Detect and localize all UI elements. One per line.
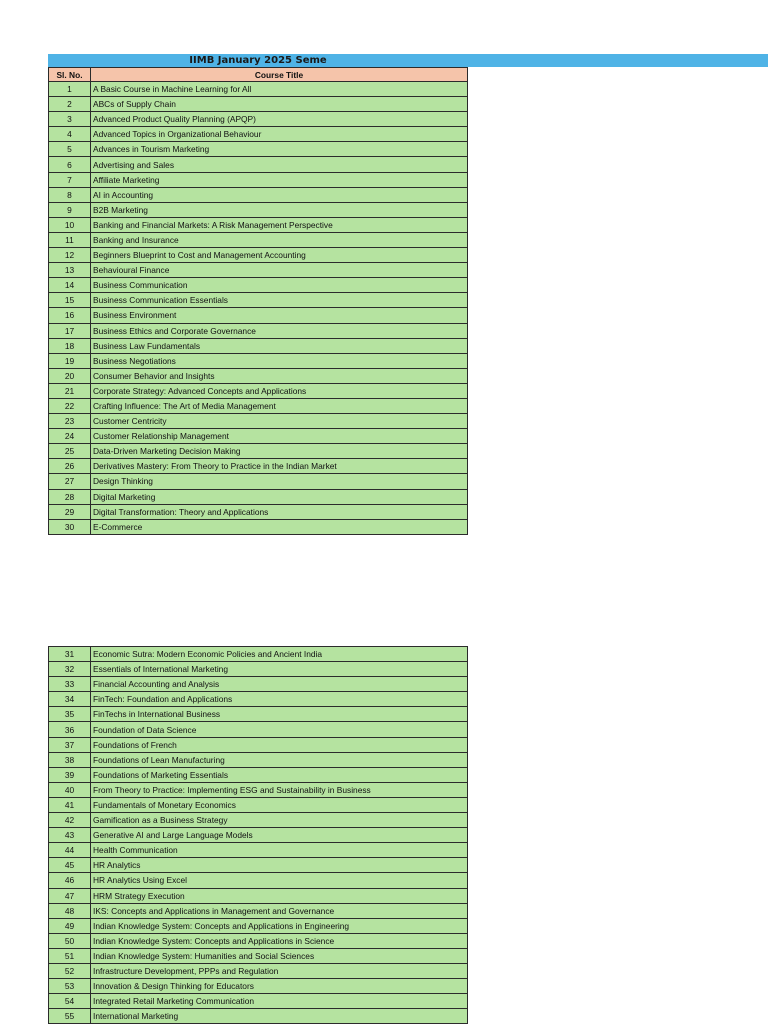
sl-no-cell: 3 xyxy=(49,112,91,127)
table-row xyxy=(49,828,468,843)
table-row xyxy=(49,414,468,429)
course-title-cell: IKS: Concepts and Applications in Management and Governance xyxy=(91,903,468,918)
course-title-cell: AI in Accounting xyxy=(91,187,468,202)
course-title-cell: Business Communication Essentials xyxy=(91,293,468,308)
header-row xyxy=(49,68,468,82)
table-row xyxy=(49,933,468,948)
sl-no-cell: 20 xyxy=(49,368,91,383)
table-row xyxy=(49,308,468,323)
course-title-cell: E-Commerce xyxy=(91,519,468,534)
table-row xyxy=(49,873,468,888)
course-title-cell: Consumer Behavior and Insights xyxy=(91,368,468,383)
sl-no-cell: 13 xyxy=(49,263,91,278)
sl-no-cell: 15 xyxy=(49,293,91,308)
table-row xyxy=(49,647,468,662)
sl-no-cell: 31 xyxy=(49,647,91,662)
table-row xyxy=(49,662,468,677)
sl-no-cell: 38 xyxy=(49,752,91,767)
table-row xyxy=(49,692,468,707)
sl-no-cell: 43 xyxy=(49,828,91,843)
sl-no-cell: 37 xyxy=(49,737,91,752)
course-title-cell: International Marketing xyxy=(91,1009,468,1024)
sl-no-cell: 46 xyxy=(49,873,91,888)
course-title-cell: B2B Marketing xyxy=(91,202,468,217)
table-row xyxy=(49,398,468,413)
table-row xyxy=(49,948,468,963)
course-title-cell: Advertising and Sales xyxy=(91,157,468,172)
sl-no-cell: 39 xyxy=(49,767,91,782)
sl-no-cell: 4 xyxy=(49,127,91,142)
sl-no-cell: 34 xyxy=(49,692,91,707)
course-title-cell: Foundations of Marketing Essentials xyxy=(91,767,468,782)
sl-no-cell: 30 xyxy=(49,519,91,534)
course-title-cell: Business Negotiations xyxy=(91,353,468,368)
course-title-cell: Innovation & Design Thinking for Educators xyxy=(91,979,468,994)
sl-no-cell: 32 xyxy=(49,662,91,677)
course-title-cell: FinTech: Foundation and Applications xyxy=(91,692,468,707)
table-row xyxy=(49,323,468,338)
sl-no-cell: 28 xyxy=(49,489,91,504)
course-title-cell: From Theory to Practice: Implementing ESG and Sustainability in Business xyxy=(91,782,468,797)
course-title-cell: Infrastructure Development, PPPs and Regulation xyxy=(91,963,468,978)
course-title-cell: A Basic Course in Machine Learning for All xyxy=(91,82,468,97)
table-row xyxy=(49,187,468,202)
table-row xyxy=(49,368,468,383)
table-row xyxy=(49,677,468,692)
sl-no-cell: 6 xyxy=(49,157,91,172)
table-row xyxy=(49,858,468,873)
header-course-title: Course Title xyxy=(91,68,468,82)
table-row xyxy=(49,474,468,489)
table-row xyxy=(49,338,468,353)
table-row xyxy=(49,157,468,172)
course-title-cell: Advances in Tourism Marketing xyxy=(91,142,468,157)
sl-no-cell: 22 xyxy=(49,398,91,413)
sl-no-cell: 10 xyxy=(49,217,91,232)
sl-no-cell: 27 xyxy=(49,474,91,489)
course-title-cell: Banking and Insurance xyxy=(91,232,468,247)
course-title-cell: Generative AI and Large Language Models xyxy=(91,828,468,843)
table-row xyxy=(49,97,468,112)
course-table-2 xyxy=(48,646,468,1024)
table-row xyxy=(49,444,468,459)
course-title-cell: ABCs of Supply Chain xyxy=(91,97,468,112)
course-title-cell: HR Analytics Using Excel xyxy=(91,873,468,888)
sl-no-cell: 55 xyxy=(49,1009,91,1024)
course-title-cell: HRM Strategy Execution xyxy=(91,888,468,903)
sl-no-cell: 36 xyxy=(49,722,91,737)
sl-no-cell: 19 xyxy=(49,353,91,368)
course-title-cell: Affiliate Marketing xyxy=(91,172,468,187)
course-title-cell: Foundation of Data Science xyxy=(91,722,468,737)
sl-no-cell: 14 xyxy=(49,278,91,293)
table-row xyxy=(49,994,468,1009)
table-row xyxy=(49,963,468,978)
course-title-cell: Crafting Influence: The Art of Media Management xyxy=(91,398,468,413)
course-title-cell: Indian Knowledge System: Humanities and Social Sciences xyxy=(91,948,468,963)
course-title-cell: Business Law Fundamentals xyxy=(91,338,468,353)
table-row xyxy=(49,903,468,918)
sl-no-cell: 17 xyxy=(49,323,91,338)
header-sl-no: Sl. No. xyxy=(49,68,91,82)
course-title-cell: Digital Marketing xyxy=(91,489,468,504)
course-title-cell: Behavioural Finance xyxy=(91,263,468,278)
course-title-cell: Economic Sutra: Modern Economic Policies and Ancient India xyxy=(91,647,468,662)
course-title-cell: Essentials of International Marketing xyxy=(91,662,468,677)
course-title-cell: FinTechs in International Business xyxy=(91,707,468,722)
course-title-cell: Integrated Retail Marketing Communication xyxy=(91,994,468,1009)
table-row xyxy=(49,918,468,933)
sl-no-cell: 5 xyxy=(49,142,91,157)
sl-no-cell: 8 xyxy=(49,187,91,202)
sl-no-cell: 12 xyxy=(49,248,91,263)
table-row xyxy=(49,353,468,368)
table-row xyxy=(49,202,468,217)
table-row xyxy=(49,519,468,534)
course-title-cell: Digital Transformation: Theory and Applications xyxy=(91,504,468,519)
sheet-title: IIMB January 2025 Seme xyxy=(189,55,327,66)
sl-no-cell: 51 xyxy=(49,948,91,963)
sl-no-cell: 49 xyxy=(49,918,91,933)
table-row xyxy=(49,127,468,142)
table-row xyxy=(49,843,468,858)
course-title-cell: Customer Centricity xyxy=(91,414,468,429)
sl-no-cell: 52 xyxy=(49,963,91,978)
course-title-cell: Advanced Topics in Organizational Behaviour xyxy=(91,127,468,142)
table-row xyxy=(49,263,468,278)
sl-no-cell: 47 xyxy=(49,888,91,903)
sl-no-cell: 45 xyxy=(49,858,91,873)
table-row xyxy=(49,722,468,737)
sl-no-cell: 33 xyxy=(49,677,91,692)
sl-no-cell: 40 xyxy=(49,782,91,797)
table-row xyxy=(49,504,468,519)
course-title-cell: Data-Driven Marketing Decision Making xyxy=(91,444,468,459)
sl-no-cell: 48 xyxy=(49,903,91,918)
table-row xyxy=(49,232,468,247)
table-row xyxy=(49,459,468,474)
course-title-cell: Health Communication xyxy=(91,843,468,858)
course-title-cell: HR Analytics xyxy=(91,858,468,873)
course-title-cell: Banking and Financial Markets: A Risk Management Perspective xyxy=(91,217,468,232)
table-row xyxy=(49,112,468,127)
course-title-cell: Design Thinking xyxy=(91,474,468,489)
course-table-1 xyxy=(48,67,468,535)
table-row xyxy=(49,489,468,504)
sl-no-cell: 11 xyxy=(49,232,91,247)
table-row xyxy=(49,979,468,994)
table-row xyxy=(49,293,468,308)
sl-no-cell: 2 xyxy=(49,97,91,112)
table-row xyxy=(49,172,468,187)
course-title-cell: Customer Relationship Management xyxy=(91,429,468,444)
course-title-cell: Foundations of French xyxy=(91,737,468,752)
sl-no-cell: 18 xyxy=(49,338,91,353)
table-row xyxy=(49,383,468,398)
course-title-cell: Indian Knowledge System: Concepts and Applications in Engineering xyxy=(91,918,468,933)
course-title-cell: Advanced Product Quality Planning (APQP) xyxy=(91,112,468,127)
course-title-cell: Business Ethics and Corporate Governance xyxy=(91,323,468,338)
sl-no-cell: 1 xyxy=(49,82,91,97)
sl-no-cell: 24 xyxy=(49,429,91,444)
course-title-cell: Indian Knowledge System: Concepts and Applications in Science xyxy=(91,933,468,948)
table-row xyxy=(49,1009,468,1024)
sl-no-cell: 23 xyxy=(49,414,91,429)
course-title-cell: Financial Accounting and Analysis xyxy=(91,677,468,692)
table-row xyxy=(49,278,468,293)
sl-no-cell: 42 xyxy=(49,813,91,828)
table-row xyxy=(49,82,468,97)
course-title-cell: Business Environment xyxy=(91,308,468,323)
sl-no-cell: 50 xyxy=(49,933,91,948)
course-title-cell: Corporate Strategy: Advanced Concepts and Applications xyxy=(91,383,468,398)
sl-no-cell: 54 xyxy=(49,994,91,1009)
table-row xyxy=(49,767,468,782)
table-row xyxy=(49,142,468,157)
course-title-cell: Derivatives Mastery: From Theory to Practice in the Indian Market xyxy=(91,459,468,474)
course-title-cell: Gamification as a Business Strategy xyxy=(91,813,468,828)
sl-no-cell: 29 xyxy=(49,504,91,519)
course-title-cell: Foundations of Lean Manufacturing xyxy=(91,752,468,767)
table-row xyxy=(49,429,468,444)
sl-no-cell: 9 xyxy=(49,202,91,217)
table-row xyxy=(49,813,468,828)
course-title-cell: Business Communication xyxy=(91,278,468,293)
table-row xyxy=(49,782,468,797)
table-row xyxy=(49,248,468,263)
table-row xyxy=(49,752,468,767)
sl-no-cell: 25 xyxy=(49,444,91,459)
course-title-cell: Fundamentals of Monetary Economics xyxy=(91,797,468,812)
sl-no-cell: 16 xyxy=(49,308,91,323)
table-row xyxy=(49,737,468,752)
table-row xyxy=(49,797,468,812)
sl-no-cell: 53 xyxy=(49,979,91,994)
table-row xyxy=(49,217,468,232)
sl-no-cell: 35 xyxy=(49,707,91,722)
table-row xyxy=(49,888,468,903)
table-row xyxy=(49,707,468,722)
sl-no-cell: 21 xyxy=(49,383,91,398)
sl-no-cell: 7 xyxy=(49,172,91,187)
sl-no-cell: 41 xyxy=(49,797,91,812)
course-title-cell: Beginners Blueprint to Cost and Management Accounting xyxy=(91,248,468,263)
sl-no-cell: 44 xyxy=(49,843,91,858)
sl-no-cell: 26 xyxy=(49,459,91,474)
